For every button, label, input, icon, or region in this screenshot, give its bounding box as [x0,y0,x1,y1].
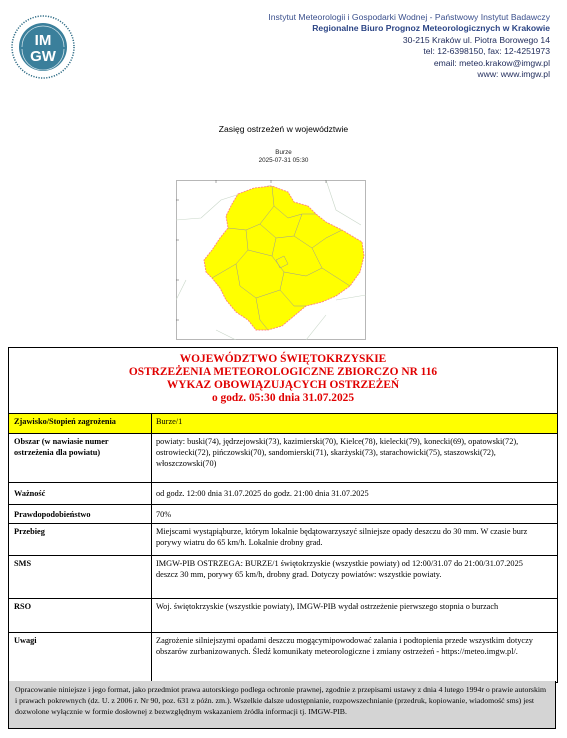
row-label: Prawdopodobieństwo [14,510,91,519]
row-sms [9,556,557,599]
office-address: 30-215 Kraków ul. Piotra Borowego 14 [402,34,550,45]
map-timestamp: 2025-07-31 05:30 [258,157,309,164]
row-rso [9,599,557,633]
row-notes [9,633,557,682]
copyright-notice: Opracowanie niniejsze i jego format, jako przedmiot prawa autorskiego podlega ochronie prawnej, zgodnie z przepisami ustawy z dnia 4 lutego 1994r o prawie autorskim i prawach pokrewnych (dz. U. z 2006 r. Nr 90, poz. 631 z późn. zm.). Wszelkie dalsze udostępnianie, rozpowszechnianie (przedruk, kopiowanie, wiadomość sms) jest dozwolone wyłącznie w formie dosłownej z bezwzględnym wskazaniem źródła informacji tj. IMGW-PIB. [8,681,556,729]
as-of-time: o godz. 05:30 dnia 31.07.2025 [211,392,355,404]
office-name: Regionalne Biuro Prognoz Meteorologicznych w Krakowie [312,23,550,34]
svg-text:IM: IM [34,32,52,49]
row-value: Burze/1 [156,417,183,426]
row-label: RSO [14,602,32,611]
row-label: Obszar (w nawiasie numer ostrzeżenia dla powiatu) [14,437,109,458]
row-label: Przebieg [14,527,45,536]
bulletin-title: OSTRZEŻENIA METEOROLOGICZNE ZBIORCZO NR 116 [128,366,438,378]
row-value: IMGW-PIB OSTRZEGA: BURZE/1 świętokrzyskie (wszystkie powiaty) od 12:00/31.07 do 21:00/31.07.2025 deszcz 30 mm, porywy 65 km/h, drobny grad. Dotyczy powiatów: wszystkie powiaty. [156,559,523,580]
map-title: Zasięg ostrzeżeń w województwie [218,124,349,134]
warning-panel [8,347,558,683]
warning-map [176,180,366,340]
row-phenomenon [9,414,557,434]
row-value: powiaty: buski(74), jędrzejowski(73), kazimierski(70), Kielce(78), kielecki(79), konecki(69), opatowski(72), ostrowiecki(72), pińczowski(70), sandomierski(71), skarżyski(73), starachowicki(75), staszowski(72), włoszczowski(70) [156,437,519,469]
list-title: WYKAZ OBOWIĄZUJĄCYCH OSTRZEŻEŃ [166,379,400,391]
institute-name: Instytut Meteorologii i Gospodarki Wodnej - Państwowy Instytut Badawczy [268,12,550,22]
map-subtitle: Burze [275,149,292,156]
row-value: 70% [156,510,172,519]
imgw-logo [10,14,76,80]
row-validity [9,483,557,505]
row-course [9,524,557,556]
office-email[interactable]: email: meteo.krakow@imgw.pl [433,57,550,68]
row-label: Ważność [14,489,46,498]
row-value: Miejscami wystąpiąburze, którym lokalnie będątowarzyszyć silniejsze opady deszczu do 30 mm. W czasie burz porywy wiatru do 65 km/h. Lokalnie drobny grad. [156,527,528,548]
row-label: Uwagi [14,636,37,645]
row-value: od godz. 12:00 dnia 31.07.2025 do godz. 21:00 dnia 31.07.2025 [156,489,369,498]
row-value: Zagrożenie silniejszymi opadami deszczu mogącymipowodować zalania i podtopienia przede wszystkim dotyczy obszarów zurbanizowanych. Śledź komunikaty meteorologiczne i zmiany ostrzeżeń - https://meteo.imgw.pl/. [156,636,533,657]
svg-text:GW: GW [30,48,56,65]
row-probability [9,505,557,524]
row-label: SMS [14,559,32,568]
office-website[interactable]: www: www.imgw.pl [477,69,550,80]
warning-heading [9,348,557,414]
institute-header [268,12,550,80]
row-value: Woj. świętokrzyskie (wszystkie powiaty), IMGW-PIB wydał ostrzeżenie pierwszego stopnia o burzach [156,602,499,611]
office-phone: tel: 12-6398150, fax: 12-4251973 [423,46,550,57]
row-label: Zjawisko/Stopień zagrożenia [14,417,116,426]
row-area [9,434,557,483]
region-name: WOJEWÓDZTWO ŚWIĘTOKRZYSKIE [179,353,387,365]
